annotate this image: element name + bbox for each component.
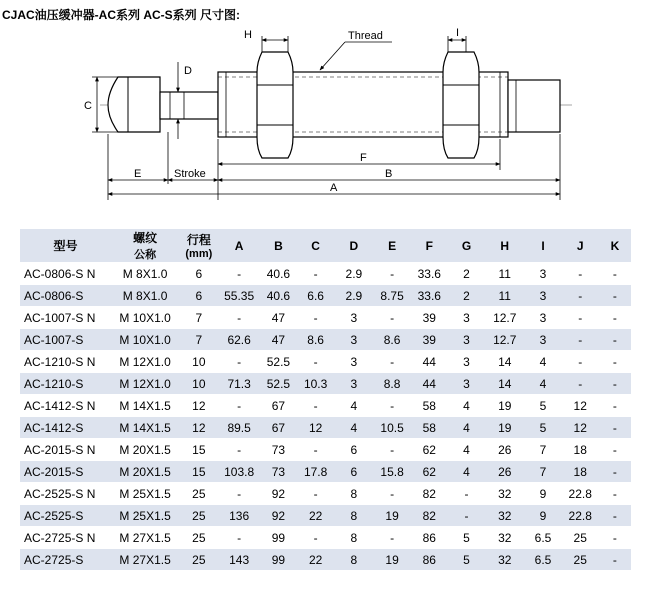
cell-D: 8 [334, 483, 373, 505]
cell-B: 40.6 [260, 263, 297, 285]
cell-A: 103.8 [218, 461, 259, 483]
cell-E: - [374, 483, 411, 505]
cell-stroke: 6 [179, 285, 218, 307]
cell-B: 67 [260, 417, 297, 439]
cell-stroke: 25 [179, 505, 218, 527]
cell-E: - [374, 307, 411, 329]
cell-C: - [297, 351, 334, 373]
cell-F: 39 [411, 307, 448, 329]
cell-B: 73 [260, 439, 297, 461]
cell-K: - [599, 351, 631, 373]
cell-thread: M 20X1.5 [111, 439, 179, 461]
cell-K: - [599, 505, 631, 527]
cell-A: - [218, 263, 259, 285]
table-row [20, 395, 631, 417]
cell-K: - [599, 417, 631, 439]
cell-H: 11 [485, 285, 524, 307]
cell-G: 3 [448, 329, 485, 351]
cell-D: 4 [334, 417, 373, 439]
header-C: C [297, 229, 334, 263]
cell-G: 5 [448, 549, 485, 571]
cell-stroke: 10 [179, 351, 218, 373]
cell-B: 40.6 [260, 285, 297, 307]
table-row [20, 527, 631, 549]
cell-D: 8 [334, 549, 373, 571]
cell-G: 3 [448, 351, 485, 373]
label-D: D [184, 65, 192, 77]
cell-K: - [599, 285, 631, 307]
cell-I: 3 [524, 263, 561, 285]
cell-J: 22.8 [562, 483, 599, 505]
cell-thread: M 25X1.5 [111, 505, 179, 527]
cell-A: 136 [218, 505, 259, 527]
cell-E: 19 [374, 505, 411, 527]
cell-J: 22.8 [562, 505, 599, 527]
cell-G: 2 [448, 263, 485, 285]
label-H: H [244, 29, 252, 41]
spec-table-body [20, 263, 631, 571]
header-G: G [448, 229, 485, 263]
cell-G: 2 [448, 285, 485, 307]
cell-J: - [562, 351, 599, 373]
header-D: D [334, 229, 373, 263]
cell-G: - [448, 505, 485, 527]
cell-G: 3 [448, 373, 485, 395]
cell-C: - [297, 439, 334, 461]
header-K: K [599, 229, 631, 263]
cell-H: 19 [485, 417, 524, 439]
cell-stroke: 7 [179, 307, 218, 329]
cell-C: 22 [297, 549, 334, 571]
cell-stroke: 10 [179, 373, 218, 395]
dimension-drawing [0, 22, 659, 222]
cell-E: - [374, 395, 411, 417]
cell-thread: M 12X1.0 [111, 373, 179, 395]
cell-B: 47 [260, 307, 297, 329]
cell-E: 8.75 [374, 285, 411, 307]
cell-K: - [599, 527, 631, 549]
cell-stroke: 15 [179, 439, 218, 461]
cell-E: - [374, 439, 411, 461]
cell-A: 143 [218, 549, 259, 571]
header-thread: 螺纹 公称 [111, 229, 179, 263]
label-A: A [330, 182, 338, 194]
cell-G: - [448, 483, 485, 505]
cell-A: 62.6 [218, 329, 259, 351]
cell-H: 26 [485, 461, 524, 483]
label-C: C [84, 100, 92, 112]
cell-B: 92 [260, 483, 297, 505]
cell-I: 4 [524, 351, 561, 373]
cell-I: 6.5 [524, 549, 561, 571]
table-row [20, 373, 631, 395]
cell-I: 3 [524, 285, 561, 307]
cell-K: - [599, 307, 631, 329]
cell-C: - [297, 395, 334, 417]
cell-B: 52.5 [260, 351, 297, 373]
cell-H: 12.7 [485, 329, 524, 351]
cell-E: - [374, 351, 411, 373]
table-row [20, 351, 631, 373]
cell-model: AC-2525-S N [20, 483, 111, 505]
cell-F: 44 [411, 351, 448, 373]
cell-I: 5 [524, 395, 561, 417]
cell-C: 6.6 [297, 285, 334, 307]
cell-B: 99 [260, 527, 297, 549]
label-B: B [385, 168, 393, 180]
cell-A: 71.3 [218, 373, 259, 395]
cell-F: 39 [411, 329, 448, 351]
cell-model: AC-0806-S [20, 285, 111, 307]
cell-D: 4 [334, 395, 373, 417]
cell-B: 73 [260, 461, 297, 483]
cell-A: - [218, 527, 259, 549]
cell-A: - [218, 483, 259, 505]
cell-B: 99 [260, 549, 297, 571]
cell-K: - [599, 373, 631, 395]
cell-F: 82 [411, 505, 448, 527]
cell-model: AC-2015-S [20, 461, 111, 483]
table-row [20, 505, 631, 527]
cell-D: 8 [334, 527, 373, 549]
cell-model: AC-2725-S [20, 549, 111, 571]
cell-C: 8.6 [297, 329, 334, 351]
cell-J: - [562, 373, 599, 395]
cell-G: 4 [448, 461, 485, 483]
cell-thread: M 14X1.5 [111, 395, 179, 417]
cell-I: 7 [524, 461, 561, 483]
cell-stroke: 12 [179, 417, 218, 439]
cell-thread: M 12X1.0 [111, 351, 179, 373]
cell-F: 82 [411, 483, 448, 505]
cell-F: 33.6 [411, 285, 448, 307]
cell-model: AC-1412-S N [20, 395, 111, 417]
table-row [20, 263, 631, 285]
cell-B: 67 [260, 395, 297, 417]
cell-E: 15.8 [374, 461, 411, 483]
cell-D: 3 [334, 351, 373, 373]
table-row [20, 461, 631, 483]
cell-H: 26 [485, 439, 524, 461]
cell-D: 6 [334, 461, 373, 483]
cell-K: - [599, 263, 631, 285]
label-F: F [360, 152, 367, 164]
cell-F: 33.6 [411, 263, 448, 285]
cell-C: 17.8 [297, 461, 334, 483]
cell-model: AC-1007-S N [20, 307, 111, 329]
cell-G: 4 [448, 395, 485, 417]
cell-C: 12 [297, 417, 334, 439]
cell-B: 52.5 [260, 373, 297, 395]
piston-rod [160, 92, 218, 119]
hex-nut-left [257, 52, 293, 158]
header-H: H [485, 229, 524, 263]
cell-D: 6 [334, 439, 373, 461]
cell-J: - [562, 329, 599, 351]
cell-H: 32 [485, 505, 524, 527]
cell-F: 86 [411, 549, 448, 571]
cell-I: 3 [524, 329, 561, 351]
cell-D: 3 [334, 307, 373, 329]
cell-I: 9 [524, 505, 561, 527]
cell-model: AC-1210-S N [20, 351, 111, 373]
cell-model: AC-1007-S [20, 329, 111, 351]
cell-A: - [218, 307, 259, 329]
cell-E: - [374, 527, 411, 549]
cell-stroke: 7 [179, 329, 218, 351]
cell-J: 12 [562, 417, 599, 439]
cell-C: - [297, 263, 334, 285]
cell-E: 8.6 [374, 329, 411, 351]
label-thread: Thread [348, 30, 383, 42]
cell-I: 6.5 [524, 527, 561, 549]
cell-model: AC-2525-S [20, 505, 111, 527]
cell-K: - [599, 395, 631, 417]
cell-I: 4 [524, 373, 561, 395]
cell-D: 3 [334, 329, 373, 351]
cell-F: 58 [411, 417, 448, 439]
cell-H: 32 [485, 527, 524, 549]
cell-stroke: 15 [179, 461, 218, 483]
cell-D: 2.9 [334, 285, 373, 307]
cell-J: 25 [562, 549, 599, 571]
cell-stroke: 25 [179, 527, 218, 549]
cell-J: 18 [562, 439, 599, 461]
table-row [20, 417, 631, 439]
cell-thread: M 20X1.5 [111, 461, 179, 483]
cell-stroke: 25 [179, 483, 218, 505]
cell-I: 7 [524, 439, 561, 461]
cell-G: 4 [448, 417, 485, 439]
cell-D: 2.9 [334, 263, 373, 285]
cell-A: - [218, 439, 259, 461]
cell-F: 86 [411, 527, 448, 549]
cell-C: - [297, 527, 334, 549]
cell-thread: M 10X1.0 [111, 307, 179, 329]
cell-C: 10.3 [297, 373, 334, 395]
table-row [20, 307, 631, 329]
cell-A: - [218, 395, 259, 417]
cell-thread: M 8X1.0 [111, 285, 179, 307]
cell-H: 14 [485, 373, 524, 395]
cell-thread: M 25X1.5 [111, 483, 179, 505]
cell-J: - [562, 307, 599, 329]
cell-B: 92 [260, 505, 297, 527]
cell-J: 12 [562, 395, 599, 417]
cell-thread: M 27X1.5 [111, 527, 179, 549]
table-row [20, 549, 631, 571]
header-B: B [260, 229, 297, 263]
cell-K: - [599, 483, 631, 505]
label-stroke: Stroke [174, 168, 206, 180]
cell-stroke: 12 [179, 395, 218, 417]
cell-J: - [562, 285, 599, 307]
cell-thread: M 10X1.0 [111, 329, 179, 351]
cell-A: 89.5 [218, 417, 259, 439]
table-row [20, 439, 631, 461]
cell-G: 5 [448, 527, 485, 549]
cell-J: 25 [562, 527, 599, 549]
cap-shape [108, 77, 160, 132]
cell-J: 18 [562, 461, 599, 483]
cell-A: - [218, 351, 259, 373]
cell-H: 32 [485, 549, 524, 571]
cell-H: 14 [485, 351, 524, 373]
header-I: I [524, 229, 561, 263]
cell-D: 8 [334, 505, 373, 527]
header-model: 型号 [20, 229, 111, 263]
cell-K: - [599, 329, 631, 351]
table-row [20, 285, 631, 307]
cell-F: 62 [411, 439, 448, 461]
cell-G: 4 [448, 439, 485, 461]
hex-nut-right [443, 52, 479, 158]
cell-I: 3 [524, 307, 561, 329]
cell-C: - [297, 483, 334, 505]
cell-C: 22 [297, 505, 334, 527]
header-stroke: 行程 (mm) [179, 229, 218, 263]
cell-H: 19 [485, 395, 524, 417]
cell-E: - [374, 263, 411, 285]
header-F: F [411, 229, 448, 263]
cell-C: - [297, 307, 334, 329]
table-header-row [20, 229, 631, 263]
table-row [20, 329, 631, 351]
cell-thread: M 14X1.5 [111, 417, 179, 439]
table-row [20, 483, 631, 505]
cell-model: AC-0806-S N [20, 263, 111, 285]
cell-model: AC-2015-S N [20, 439, 111, 461]
cell-A: 55.35 [218, 285, 259, 307]
cell-model: AC-1412-S [20, 417, 111, 439]
cell-I: 9 [524, 483, 561, 505]
label-I: I [456, 27, 460, 39]
cell-model: AC-2725-S N [20, 527, 111, 549]
cell-F: 44 [411, 373, 448, 395]
cell-model: AC-1210-S [20, 373, 111, 395]
cell-F: 62 [411, 461, 448, 483]
header-A: A [218, 229, 259, 263]
cell-H: 32 [485, 483, 524, 505]
label-E: E [134, 168, 142, 180]
header-E: E [374, 229, 411, 263]
cell-E: 19 [374, 549, 411, 571]
cell-thread: M 8X1.0 [111, 263, 179, 285]
cell-stroke: 6 [179, 263, 218, 285]
cell-K: - [599, 439, 631, 461]
header-J: J [562, 229, 599, 263]
cell-I: 5 [524, 417, 561, 439]
cell-G: 3 [448, 307, 485, 329]
cell-B: 47 [260, 329, 297, 351]
cell-thread: M 27X1.5 [111, 549, 179, 571]
cell-F: 58 [411, 395, 448, 417]
cell-H: 11 [485, 263, 524, 285]
spec-table [20, 229, 631, 571]
cell-E: 10.5 [374, 417, 411, 439]
cell-D: 3 [334, 373, 373, 395]
page-title: CJAC油压缓冲器-AC系列 AC-S系列 尺寸图: [2, 8, 240, 22]
cell-J: - [562, 263, 599, 285]
cell-K: - [599, 549, 631, 571]
cell-E: 8.8 [374, 373, 411, 395]
cell-stroke: 25 [179, 549, 218, 571]
cell-K: - [599, 461, 631, 483]
cell-H: 12.7 [485, 307, 524, 329]
